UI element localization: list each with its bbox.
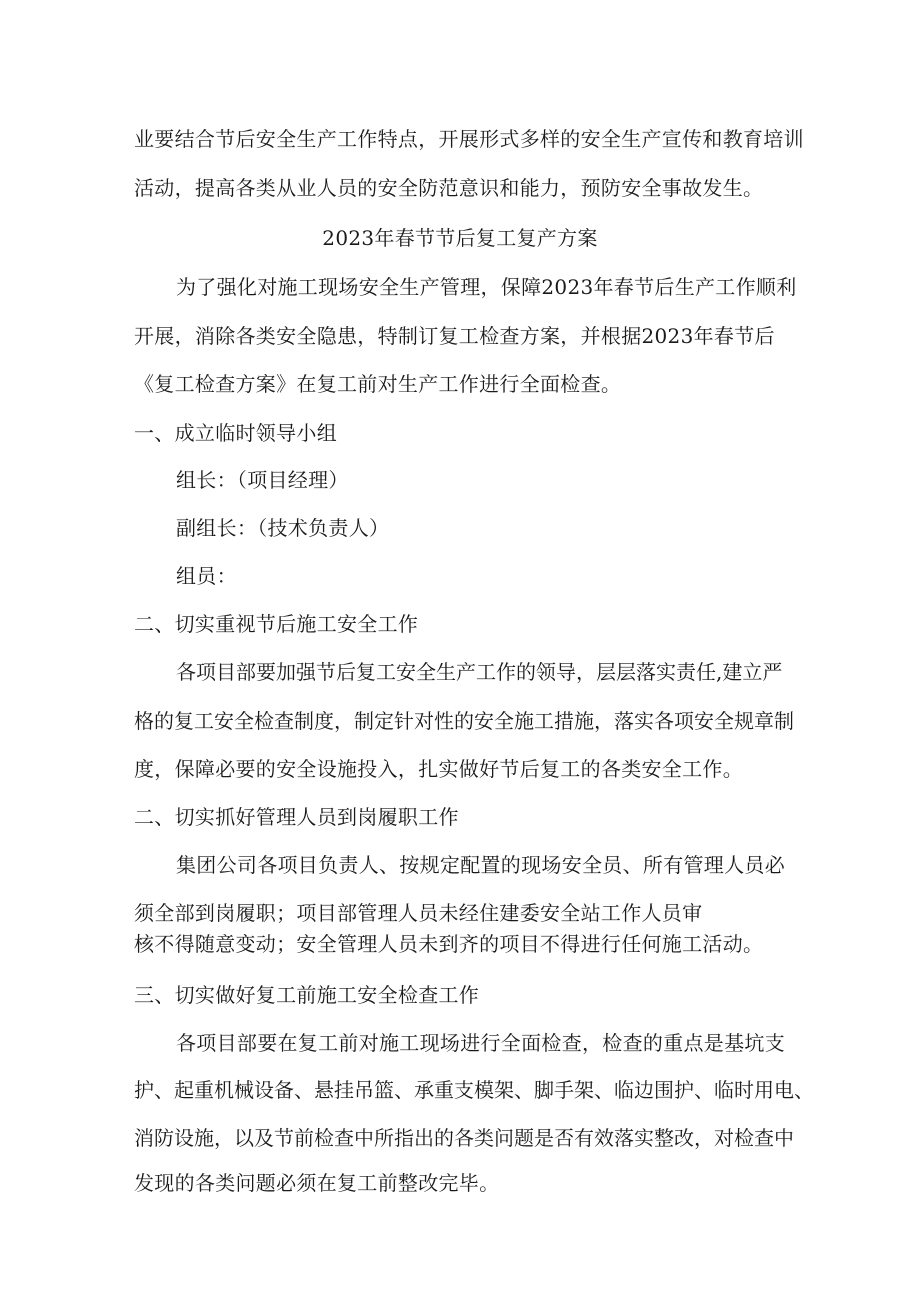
section-1-heading: 一、成立临时领导小组 <box>134 421 337 445</box>
intro-line-3: 《复工检查方案》在复工前对生产工作进行全面检查。 <box>134 372 622 396</box>
section-2-line-3: 度，保障必要的安全设施投入，扎实做好节后复工的各类安全工作。 <box>134 757 743 781</box>
section-4-line-3: 消防设施，以及节前检查中所指出的各类问题是否有效落实整改，对检查中 <box>134 1126 794 1150</box>
section-2-line-1: 各项目部要加强节后复工安全生产工作的领导，层层落实责任,建立严 <box>176 660 783 684</box>
section-3-heading: 二、切实抓好管理人员到岗履职工作 <box>134 805 459 829</box>
body-line-2: 活动，提高各类从业人员的安全防范意识和能力，预防安全事故发生。 <box>134 176 764 200</box>
deputy-leader: 副组长：（技术负责人） <box>176 516 390 540</box>
section-3-line-2: 须全部到岗履职；项目部管理人员未经住建委安全站工作人员审 <box>134 901 703 925</box>
section-4-line-1: 各项目部要在复工前对施工现场进行全面检查，检查的重点是基坑支 <box>176 1031 785 1055</box>
body-line-1: 业要结合节后安全生产工作特点，开展形式多样的安全生产宣传和教育培训 <box>134 127 804 151</box>
group-leader: 组长：（项目经理） <box>176 468 349 492</box>
section-4-line-2: 护、起重机械设备、悬挂吊篮、承重支模架、脚手架、临边围护、临时用电、 <box>134 1078 814 1102</box>
group-members: 组员： <box>176 564 237 588</box>
section-2-line-2: 格的复工安全检查制度，制定针对性的安全施工措施，落实各项安全规章制 <box>134 709 794 733</box>
section-4-line-4: 发现的各类问题必须在复工前整改完毕。 <box>134 1171 500 1195</box>
intro-line-1: 为了强化对施工现场安全生产管理，保障2023年春节后生产工作顺利 <box>176 275 797 299</box>
section-2-heading: 二、切实重视节后施工安全工作 <box>134 612 419 636</box>
document-title: 2023年春节节后复工复产方案 <box>322 226 598 250</box>
intro-line-2: 开展，消除各类安全隐患，特制订复工检查方案，并根据2023年春节后 <box>134 324 775 348</box>
section-3-line-1: 集团公司各项目负责人、按规定配置的现场安全员、所有管理人员必 <box>176 853 785 877</box>
section-4-heading: 三、切实做好复工前施工安全检查工作 <box>134 983 480 1007</box>
section-3-line-3: 核不得随意变动；安全管理人员未到齐的项目不得进行任何施工活动。 <box>134 932 764 956</box>
